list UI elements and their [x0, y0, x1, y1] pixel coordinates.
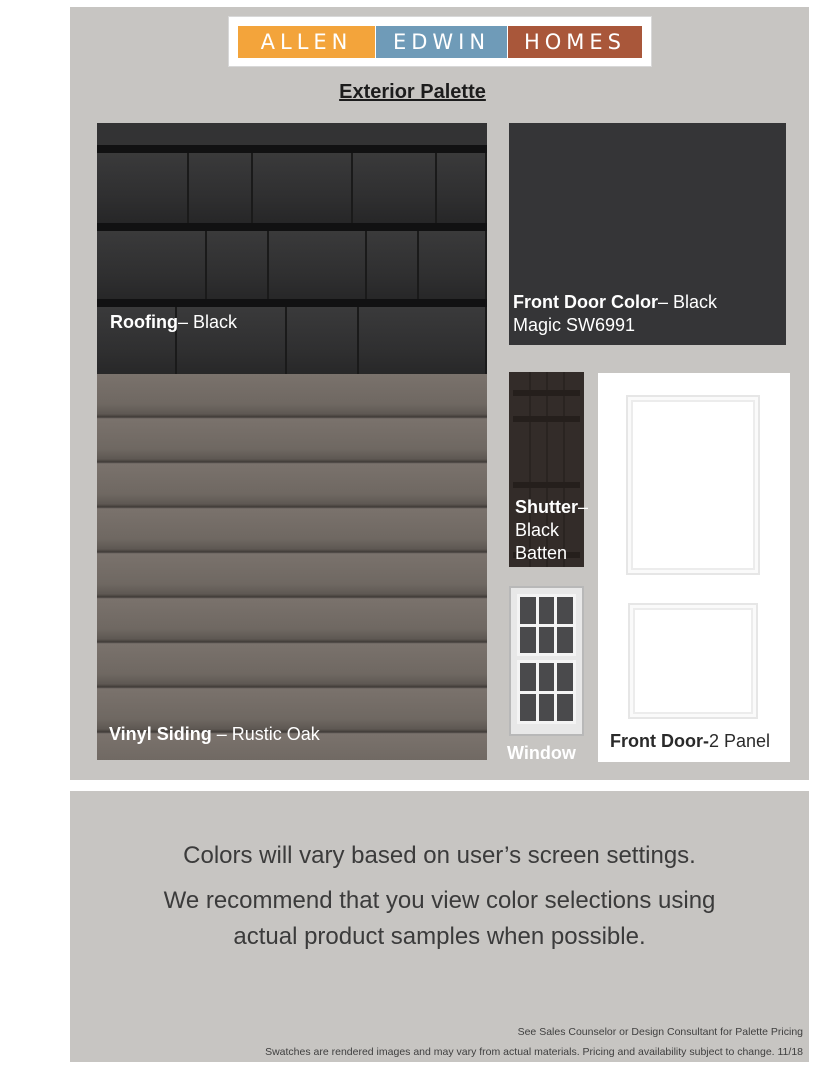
front-door-name: Front Door-	[610, 731, 709, 751]
roofing-swatch	[97, 123, 487, 345]
vinyl-siding-value: – Rustic Oak	[211, 724, 320, 744]
door-upper-panel	[626, 395, 760, 575]
notice-line-2: We recommend that you view color selections using	[163, 887, 716, 914]
vinyl-siding-label	[109, 723, 320, 746]
front-door-value: 2 Panel	[708, 731, 771, 751]
notice-line-1: Colors will vary based on user’s screen settings.	[183, 842, 696, 869]
front-door-color-name: Front Door Color	[513, 292, 658, 312]
window-label: Window	[507, 743, 576, 763]
logo-homes: HOMES	[508, 26, 642, 58]
notice-line-3: actual product samples when possible.	[233, 923, 646, 950]
vinyl-siding-swatch	[97, 374, 487, 760]
front-door-color-value: – Black	[657, 292, 718, 312]
front-door-swatch	[598, 373, 790, 762]
shutter-swatch	[509, 372, 589, 567]
logo-allen: ALLEN	[238, 26, 375, 58]
roofing-value: – Black	[177, 312, 238, 332]
front-door-color-swatch	[509, 123, 786, 345]
shutter-name: Shutter	[515, 497, 578, 517]
vinyl-siding-name: Vinyl Siding	[109, 724, 212, 744]
page-title: Exterior Palette	[339, 81, 486, 103]
roofing-label	[110, 311, 237, 334]
front-door-color-value-line2: Magic SW6991	[513, 315, 636, 335]
shutter-value-line2: Black	[515, 520, 560, 540]
allen-edwin-homes-logo	[228, 16, 652, 67]
footer-pricing-note: See Sales Counselor or Design Consultant for Palette Pricing	[517, 1026, 803, 1038]
front-door-label	[610, 730, 770, 753]
shutter-label	[515, 496, 588, 565]
shutter-dash: –	[578, 497, 589, 517]
front-door-color-label	[513, 291, 783, 337]
roofing-name: Roofing	[110, 312, 178, 332]
footer-disclaimer: Swatches are rendered images and may vary from actual materials. Pricing and availability subject to change. 11/18	[265, 1046, 803, 1058]
logo-edwin: EDWIN	[376, 26, 507, 58]
window-lower-sash	[517, 660, 576, 724]
door-lower-panel	[628, 603, 758, 719]
window-swatch	[509, 586, 584, 736]
shutter-value-line3: Batten	[515, 543, 568, 563]
window-upper-sash	[517, 594, 576, 656]
